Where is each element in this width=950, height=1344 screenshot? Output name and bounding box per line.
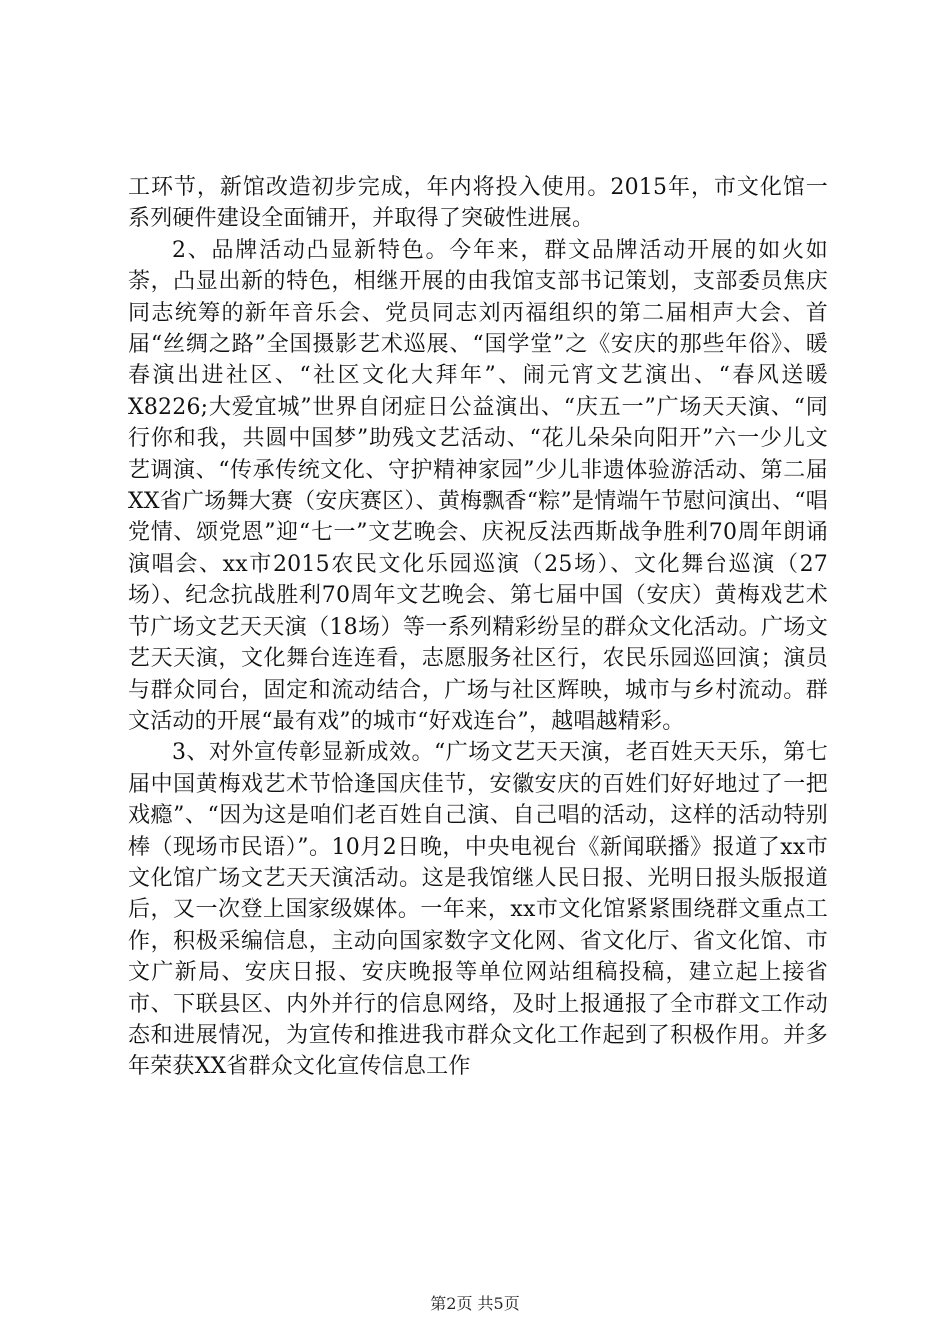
document-body — [128, 172, 828, 1083]
page-footer: 第2页 共5页 — [430, 1294, 520, 1313]
paragraph-continuation: 工环节，新馆改造初步完成，年内将投入使用。2015年，市文化馆一系列硬件建设全面铺开，并取得了突破性进展。 — [128, 175, 828, 232]
paragraph-brand-activities: 2、品牌活动凸显新特色。今年来，群文品牌活动开展的如火如荼，凸显出新的特色，相继开展的由我馆支部书记策划，支部委员焦庆同志统筹的新年音乐会、党员同志刘丙福组织的第二届相声大会、首届“丝绸之路”全国摄影艺术巡展、“国学堂”之《安庆的那些年俗》、暖春演出进社区、“社区文化大拜年”、闹元宵文艺演出、“春风送暖X8226;大爱宜城”世界自闭症日公益演出、“庆五一”广场天天演、“同行你和我，共圆中国梦”助残文艺活动、“花儿朵朵向阳开”六一少儿文艺调演、“传承传统文化、守护精神家园”少儿非遗体验游活动、第二届XX省广场舞大赛（安庆赛区）、黄梅飘香“粽”是情端午节慰问演出、“唱党情、颂党恩”迎“七一”文艺晚会、庆祝反法西斯战争胜利70周年朗诵演唱会、xx市2015农民文化乐园巡演（25场）、文化舞台巡演（27场）、纪念抗战胜利70周年文艺晚会、第七届中国（安庆）黄梅戏艺术节广场文艺天天演（18场）等一系列精彩纷呈的群众文化活动。广场文艺天天演，文化舞台连连看，志愿服务社区行，农民乐园巡回演；演员与群众同台，固定和流动结合，广场与社区辉映，城市与乡村流动。群文活动的开展“最有戏”的城市“好戏连台”，越唱越精彩。 — [128, 237, 828, 734]
paragraph-publicity: 3、对外宣传彰显新成效。“广场文艺天天演，老百姓天天乐，第七届中国黄梅戏艺术节恰逢国庆佳节，安徽安庆的百姓们好好地过了一把戏瘾”、“因为这是咱们老百姓自己演、自己唱的活动，这样的活动特别棒（现场市民语）”。10月2日晚，中央电视台《新闻联播》报道了xx市文化馆广场文艺天天演活动。这是我馆继人民日报、光明日报头版报道后，又一次登上国家级媒体。一年来，xx市文化馆紧紧围绕群文重点工作，积极采编信息，主动向国家数字文化网、省文化厅、省文化馆、市文广新局、安庆日报、安庆晚报等单位网站组稿投稿，建立起上接省市、下联县区、内外并行的信息网络，及时上报通报了全市群文工作动态和进展情况，为宣传和推进我市群众文化工作起到了积极作用。并多年荣获XX省群众文化宣传信息工作 — [128, 740, 828, 1080]
